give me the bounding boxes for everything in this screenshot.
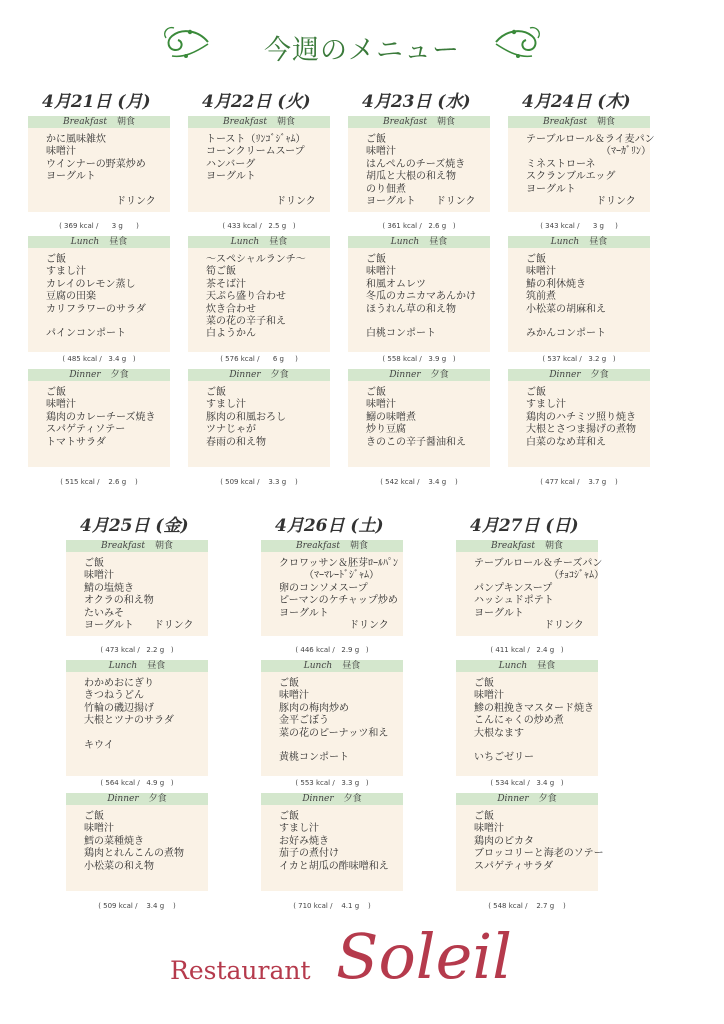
breakfast-section bbox=[261, 540, 403, 636]
menu-item: ご飯 bbox=[279, 678, 299, 689]
lunch-items bbox=[456, 672, 598, 776]
breakfast-section bbox=[348, 116, 490, 212]
breakfast-items bbox=[66, 552, 208, 636]
meal-label-ja: 夕食 bbox=[590, 370, 609, 380]
dinner-section bbox=[66, 793, 208, 891]
menu-item: 菜の花のピーナッツ和え bbox=[279, 727, 389, 739]
menu-item: スパゲティサラダ bbox=[474, 860, 554, 872]
lunch-items bbox=[348, 248, 490, 352]
menu-item: 味噌汁 bbox=[366, 399, 396, 411]
menu-item: 炒り豆腐 bbox=[366, 424, 406, 436]
menu-item: 筑前煮 bbox=[526, 291, 556, 303]
meal-label-ja: 夕食 bbox=[538, 794, 557, 804]
meal-label-ja: 朝食 bbox=[116, 117, 135, 127]
breakfast-header bbox=[508, 116, 650, 128]
menu-item bbox=[526, 316, 640, 328]
menu-item: 味噌汁 bbox=[474, 823, 504, 835]
meal-label-ja: 昼食 bbox=[109, 237, 128, 247]
dinner-header bbox=[348, 369, 490, 381]
menu-item: コーンクリームスープ bbox=[206, 146, 305, 158]
menu-item: 大根なます bbox=[474, 727, 524, 739]
menu-item: 炊き合わせ bbox=[206, 303, 256, 315]
menu-item: （ﾁｮｺｼﾞｬﾑ） bbox=[474, 570, 604, 582]
breakfast-section bbox=[508, 116, 655, 212]
dinner-items bbox=[456, 805, 604, 891]
menu-item: イカと胡瓜の酢味噌和え bbox=[279, 860, 389, 872]
day-date: 4月26日 (土) bbox=[275, 516, 384, 536]
menu-item: 茶そば汁 bbox=[206, 278, 246, 290]
breakfast-nutrition: ( 473 kcal / 2.2 g ) bbox=[100, 646, 174, 654]
breakfast-header bbox=[66, 540, 208, 552]
breakfast-nutrition: ( 343 kcal / 3 g ) bbox=[540, 222, 618, 230]
breakfast-header bbox=[261, 540, 403, 552]
meal-label-en: Dinner bbox=[229, 370, 261, 380]
menu-item: ご飯 bbox=[206, 387, 226, 398]
menu-item: 冬瓜のカニカマあんかけ bbox=[366, 291, 476, 303]
menu-item: テーブルロール＆チーズパン bbox=[474, 558, 603, 569]
meal-label-en: Dinner bbox=[302, 794, 334, 804]
menu-item: 春雨の和え物 bbox=[206, 436, 266, 448]
menu-item: 小松菜の和え物 bbox=[84, 860, 154, 872]
menu-item: 鯵の粗挽きマスタード焼き bbox=[474, 702, 594, 714]
menu-item: こんにゃくの炒め煮 bbox=[474, 715, 564, 727]
lunch-header bbox=[188, 236, 330, 248]
dinner-items bbox=[66, 805, 208, 891]
menu-item: 味噌汁 bbox=[84, 570, 114, 582]
meal-label-en: Dinner bbox=[107, 794, 139, 804]
menu-item: ご飯 bbox=[84, 811, 104, 822]
menu-item: ブロッコリーと海老のソテー bbox=[474, 848, 604, 860]
meal-label-en: Breakfast bbox=[542, 117, 587, 127]
menu-item: 胡瓜と大根の和え物 bbox=[366, 171, 456, 183]
meal-label-ja: 昼食 bbox=[342, 661, 361, 671]
menu-item: 和風オムレツ bbox=[366, 278, 426, 290]
menu-item: ご飯 bbox=[366, 387, 386, 398]
dinner-header bbox=[261, 793, 403, 805]
dinner-items bbox=[261, 805, 403, 891]
lunch-section bbox=[456, 660, 598, 776]
menu-item: ヨーグルト bbox=[526, 183, 576, 195]
lunch-nutrition: ( 553 kcal / 3.3 g ) bbox=[295, 779, 369, 787]
meal-label-ja: 昼食 bbox=[269, 237, 288, 247]
meal-label-en: Breakfast bbox=[382, 117, 427, 127]
menu-item: ご飯 bbox=[46, 254, 66, 265]
meal-label-en: Dinner bbox=[549, 370, 581, 380]
lunch-section bbox=[188, 236, 330, 352]
breakfast-nutrition: ( 361 kcal / 2.6 g ) bbox=[382, 222, 456, 230]
menu-item: 菜の花の辛子和え bbox=[206, 316, 286, 328]
meal-label-ja: 朝食 bbox=[276, 117, 295, 127]
menu-item bbox=[46, 184, 160, 196]
meal-label-en: Lunch bbox=[550, 237, 580, 247]
menu-item: 豆腐の田楽 bbox=[46, 291, 96, 303]
menu-item: 味噌汁 bbox=[366, 146, 396, 158]
dinner-section bbox=[456, 793, 604, 891]
menu-item: ハッシュドポテト bbox=[474, 595, 554, 607]
lunch-header bbox=[66, 660, 208, 672]
menu-item bbox=[366, 316, 480, 328]
menu-item: 豚肉の和風おろし bbox=[206, 411, 286, 423]
lunch-section bbox=[261, 660, 403, 776]
meal-label-ja: 朝食 bbox=[544, 541, 563, 551]
lunch-section bbox=[66, 660, 208, 776]
menu-item: すまし汁 bbox=[279, 823, 319, 835]
dinner-section bbox=[28, 369, 170, 467]
menu-item: ご飯 bbox=[526, 254, 546, 265]
menu-item: きのこの辛子醤油和え bbox=[366, 436, 466, 448]
menu-item: ドリンク bbox=[46, 196, 156, 208]
menu-item: 竹輪の磯辺揚げ bbox=[84, 702, 154, 714]
meal-label-en: Lunch bbox=[303, 661, 333, 671]
meal-label-ja: 朝食 bbox=[596, 117, 615, 127]
menu-item: 茄子の煮付け bbox=[279, 848, 339, 860]
lunch-nutrition: ( 576 kcal / 6 g ) bbox=[220, 355, 298, 363]
menu-item: （ﾏｰｶﾞﾘﾝ） bbox=[526, 146, 651, 158]
menu-item: 豚肉の梅肉炒め bbox=[279, 702, 349, 714]
menu-item: 卵のコンソメスープ bbox=[279, 582, 368, 594]
menu-item: 鶏肉とれんこんの煮物 bbox=[84, 848, 184, 860]
lunch-header bbox=[261, 660, 403, 672]
lunch-nutrition: ( 558 kcal / 3.9 g ) bbox=[382, 355, 456, 363]
dinner-section bbox=[348, 369, 490, 467]
meal-label-en: Dinner bbox=[69, 370, 101, 380]
menu-item: 味噌汁 bbox=[46, 399, 76, 411]
menu-item: 天ぷら盛り合わせ bbox=[206, 291, 286, 303]
menu-item: すまし汁 bbox=[46, 266, 86, 278]
breakfast-section bbox=[66, 540, 208, 636]
dinner-items bbox=[508, 381, 650, 467]
menu-item: トマトサラダ bbox=[46, 436, 106, 448]
lunch-items bbox=[66, 672, 208, 776]
lunch-items bbox=[261, 672, 403, 776]
lunch-header bbox=[28, 236, 170, 248]
dinner-items bbox=[188, 381, 330, 467]
dinner-section bbox=[508, 369, 650, 467]
menu-item: 金平ごぼう bbox=[279, 715, 329, 727]
menu-item: ヨーグルト bbox=[206, 171, 256, 183]
lunch-section bbox=[28, 236, 170, 352]
meal-label-ja: 夕食 bbox=[270, 370, 289, 380]
dinner-nutrition: ( 515 kcal / 2.6 g ) bbox=[60, 478, 138, 486]
breakfast-items bbox=[188, 128, 330, 212]
menu-item: ヨーグルト bbox=[46, 171, 96, 183]
meal-label-en: Lunch bbox=[498, 661, 528, 671]
breakfast-section bbox=[28, 116, 170, 212]
menu-item bbox=[84, 728, 198, 740]
menu-item: ピーマンのケチャップ炒め bbox=[279, 595, 398, 607]
dinner-header bbox=[456, 793, 598, 805]
breakfast-items bbox=[456, 552, 604, 636]
day-menu bbox=[456, 516, 604, 916]
meal-label-ja: 朝食 bbox=[436, 117, 455, 127]
day-date: 4月24日 (木) bbox=[522, 92, 631, 112]
menu-item: のり佃煮 bbox=[366, 183, 406, 195]
meal-label-ja: 昼食 bbox=[589, 237, 608, 247]
menu-item: 白ようかん bbox=[206, 328, 256, 340]
menu-item: ヨーグルト ドリンク bbox=[84, 620, 194, 632]
menu-item: ご飯 bbox=[84, 558, 104, 569]
menu-item: わかめおにぎり bbox=[84, 678, 154, 689]
menu-item: ご飯 bbox=[526, 387, 546, 398]
menu-item bbox=[206, 184, 320, 196]
breakfast-header bbox=[28, 116, 170, 128]
meal-label-en: Breakfast bbox=[222, 117, 267, 127]
lunch-header bbox=[456, 660, 598, 672]
meal-label-ja: 朝食 bbox=[154, 541, 173, 551]
lunch-section bbox=[508, 236, 650, 352]
dinner-section bbox=[188, 369, 330, 467]
dinner-items bbox=[28, 381, 170, 467]
menu-item: ハンバーグ bbox=[206, 158, 256, 170]
dinner-header bbox=[28, 369, 170, 381]
meal-label-ja: 昼食 bbox=[429, 237, 448, 247]
meal-label-en: Breakfast bbox=[490, 541, 535, 551]
meal-label-en: Lunch bbox=[70, 237, 100, 247]
meal-label-ja: 夕食 bbox=[343, 794, 362, 804]
right-ornament-icon bbox=[492, 22, 544, 64]
lunch-items bbox=[28, 248, 170, 352]
menu-item: トースト（ﾘﾝｺﾞｼﾞｬﾑ） bbox=[206, 134, 306, 145]
day-menu bbox=[188, 92, 330, 492]
breakfast-nutrition: ( 446 kcal / 2.9 g ) bbox=[295, 646, 369, 654]
menu-item: 黄桃コンポート bbox=[279, 752, 349, 764]
breakfast-items bbox=[261, 552, 403, 636]
menu-item: 鶏肉のカレーチーズ焼き bbox=[46, 411, 156, 423]
menu-item: （ﾏｰﾏﾚｰﾄﾞｼﾞｬﾑ） bbox=[279, 570, 379, 582]
menu-item: 白桃コンポート bbox=[366, 328, 436, 340]
lunch-nutrition: ( 537 kcal / 3.2 g ) bbox=[542, 355, 616, 363]
menu-item: 大根とさつま揚げの煮物 bbox=[526, 424, 636, 436]
meal-label-en: Dinner bbox=[497, 794, 529, 804]
lunch-header bbox=[348, 236, 490, 248]
menu-item: はんぺんのチーズ焼き bbox=[366, 158, 466, 170]
menu-item: スパゲティソテー bbox=[46, 424, 126, 436]
breakfast-section bbox=[188, 116, 330, 212]
menu-item: カレイのレモン蒸し bbox=[46, 278, 136, 290]
meal-label-ja: 夕食 bbox=[148, 794, 167, 804]
dinner-header bbox=[66, 793, 208, 805]
breakfast-nutrition: ( 369 kcal / 3 g ) bbox=[59, 222, 139, 230]
lunch-nutrition: ( 564 kcal / 4.9 g ) bbox=[100, 779, 174, 787]
menu-item: 味噌汁 bbox=[84, 823, 114, 835]
meal-label-en: Lunch bbox=[108, 661, 138, 671]
left-ornament-icon bbox=[160, 22, 212, 64]
breakfast-nutrition: ( 433 kcal / 2.5 g ) bbox=[222, 222, 296, 230]
menu-item: ヨーグルト bbox=[474, 607, 524, 619]
restaurant-name: Soleil bbox=[336, 920, 512, 993]
dinner-header bbox=[508, 369, 650, 381]
menu-item: ご飯 bbox=[474, 811, 494, 822]
menu-item: ツナじゃが bbox=[206, 424, 256, 436]
dinner-nutrition: ( 548 kcal / 2.7 g ) bbox=[488, 902, 566, 910]
day-menu bbox=[508, 92, 655, 492]
menu-item: かに風味雑炊 bbox=[46, 134, 106, 145]
menu-item: ヨーグルト bbox=[279, 607, 329, 619]
menu-item: ウインナーの野菜炒め bbox=[46, 158, 146, 170]
day-date: 4月23日 (水) bbox=[362, 92, 471, 112]
lunch-nutrition: ( 485 kcal / 3.4 g ) bbox=[62, 355, 136, 363]
dinner-header bbox=[188, 369, 330, 381]
lunch-items bbox=[508, 248, 650, 352]
dinner-nutrition: ( 509 kcal / 3.3 g ) bbox=[220, 478, 298, 486]
dinner-items bbox=[348, 381, 490, 467]
breakfast-nutrition: ( 411 kcal / 2.4 g ) bbox=[490, 646, 564, 654]
dinner-nutrition: ( 509 kcal / 3.4 g ) bbox=[98, 902, 176, 910]
menu-item: たいみそ bbox=[84, 607, 124, 619]
menu-item: 味噌汁 bbox=[366, 266, 396, 278]
menu-item: 味噌汁 bbox=[474, 690, 504, 702]
menu-item: パインコンポート bbox=[46, 328, 126, 340]
day-menu bbox=[28, 92, 170, 492]
menu-item: すまし汁 bbox=[206, 399, 246, 411]
page-title: 今週のメニュー bbox=[264, 35, 460, 66]
meal-label-en: Breakfast bbox=[100, 541, 145, 551]
day-date: 4月25日 (金) bbox=[80, 516, 189, 536]
meal-label-ja: 昼食 bbox=[147, 661, 166, 671]
day-menu bbox=[261, 516, 403, 916]
meal-label-ja: 夕食 bbox=[110, 370, 129, 380]
menu-item: 鱈の菜種焼き bbox=[84, 835, 144, 847]
menu-item: ご飯 bbox=[46, 387, 66, 398]
menu-item: 大根とツナのサラダ bbox=[84, 715, 174, 727]
menu-item: 鶏肉のピカタ bbox=[474, 835, 534, 847]
meal-label-en: Lunch bbox=[390, 237, 420, 247]
menu-item: ヨーグルト ドリンク bbox=[366, 196, 476, 208]
meal-label-ja: 昼食 bbox=[537, 661, 556, 671]
menu-item: お好み焼き bbox=[279, 835, 329, 847]
lunch-header bbox=[508, 236, 650, 248]
menu-item: ほうれん草の和え物 bbox=[366, 303, 456, 315]
menu-item: カリフラワーのサラダ bbox=[46, 303, 146, 315]
lunch-items bbox=[188, 248, 330, 352]
meal-label-en: Lunch bbox=[230, 237, 260, 247]
menu-item: ドリンク bbox=[474, 620, 584, 632]
menu-item: 鰆の利休焼き bbox=[526, 278, 586, 290]
dinner-nutrition: ( 542 kcal / 3.4 g ) bbox=[380, 478, 458, 486]
menu-item: 鶏肉のハチミツ照り焼き bbox=[526, 411, 636, 423]
day-date: 4月22日 (火) bbox=[202, 92, 311, 112]
menu-item: キウイ bbox=[84, 740, 114, 752]
menu-item: すまし汁 bbox=[526, 399, 566, 411]
menu-item bbox=[279, 740, 393, 752]
menu-item: 鰯の味噌煮 bbox=[366, 411, 416, 423]
dinner-nutrition: ( 710 kcal / 4.1 g ) bbox=[293, 902, 371, 910]
meal-label-ja: 夕食 bbox=[430, 370, 449, 380]
menu-item: 味噌汁 bbox=[526, 266, 556, 278]
menu-item: 筍ご飯 bbox=[206, 266, 236, 278]
menu-item: 小松菜の胡麻和え bbox=[526, 303, 606, 315]
day-menu bbox=[348, 92, 490, 492]
menu-item: 白菜のなめ茸和え bbox=[526, 436, 606, 448]
meal-label-en: Dinner bbox=[389, 370, 421, 380]
day-menu bbox=[66, 516, 208, 916]
menu-item: ご飯 bbox=[366, 134, 386, 145]
meal-label-ja: 朝食 bbox=[349, 541, 368, 551]
menu-item: ご飯 bbox=[279, 811, 299, 822]
day-date: 4月21日 (月) bbox=[42, 92, 151, 112]
menu-item: いちごゼリー bbox=[474, 752, 534, 764]
breakfast-items bbox=[508, 128, 655, 212]
breakfast-items bbox=[348, 128, 490, 212]
menu-item: ご飯 bbox=[366, 254, 386, 265]
menu-item: ミネストローネ bbox=[526, 158, 596, 170]
restaurant-word: Restaurant bbox=[170, 956, 311, 985]
meal-label-en: Breakfast bbox=[62, 117, 107, 127]
menu-item: クロワッサン＆胚芽ﾛｰﾙﾊﾟﾝ bbox=[279, 558, 398, 569]
dinner-nutrition: ( 477 kcal / 3.7 g ) bbox=[540, 478, 618, 486]
breakfast-header bbox=[456, 540, 598, 552]
meal-label-en: Breakfast bbox=[295, 541, 340, 551]
day-date: 4月27日 (日) bbox=[470, 516, 579, 536]
menu-item: 味噌汁 bbox=[46, 146, 76, 158]
menu-item: テーブルロール＆ライ麦パン bbox=[526, 134, 655, 145]
menu-item: ドリンク bbox=[279, 620, 389, 632]
menu-item: ご飯 bbox=[474, 678, 494, 689]
menu-item: パンプキンスープ bbox=[474, 582, 553, 594]
menu-item: 味噌汁 bbox=[279, 690, 309, 702]
breakfast-section bbox=[456, 540, 604, 636]
menu-item bbox=[46, 316, 160, 328]
breakfast-header bbox=[188, 116, 330, 128]
lunch-section bbox=[348, 236, 490, 352]
breakfast-items bbox=[28, 128, 170, 212]
menu-item: きつねうどん bbox=[84, 690, 144, 702]
menu-item: ドリンク bbox=[206, 196, 316, 208]
menu-item: 鯖の塩焼き bbox=[84, 582, 134, 594]
menu-item bbox=[474, 740, 588, 752]
menu-item: ～スペシャルランチ～ bbox=[206, 254, 306, 265]
menu-item: みかんコンポート bbox=[526, 328, 606, 340]
breakfast-header bbox=[348, 116, 490, 128]
lunch-nutrition: ( 534 kcal / 3.4 g ) bbox=[490, 779, 564, 787]
menu-item: スクランブルエッグ bbox=[526, 171, 616, 183]
dinner-section bbox=[261, 793, 403, 891]
menu-item: ドリンク bbox=[526, 196, 636, 208]
menu-item: オクラの和え物 bbox=[84, 595, 154, 607]
